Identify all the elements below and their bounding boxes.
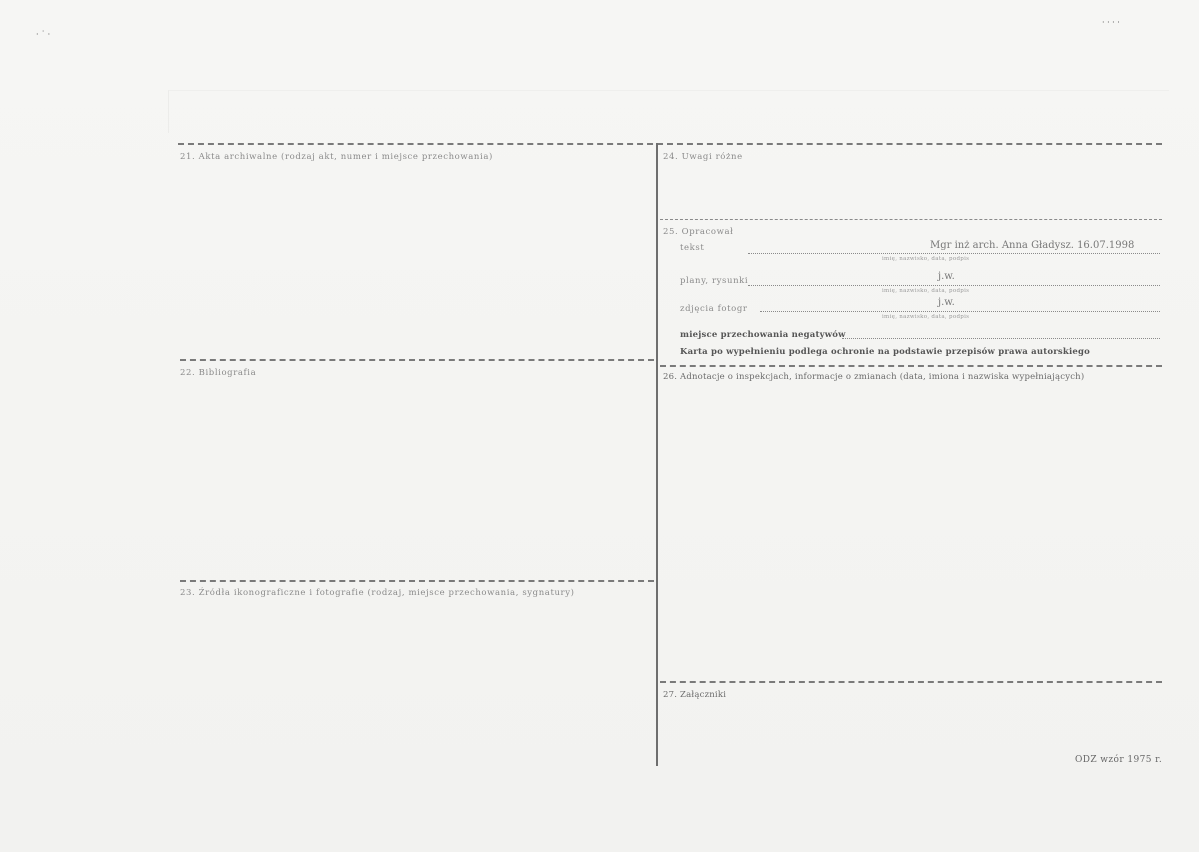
plany-caption: imię, nazwisko, data, podpis	[882, 288, 970, 294]
section-24-label: 24. Uwagi różne	[663, 152, 743, 162]
section-25-title: 25. Opracował	[663, 227, 734, 237]
section-22-label: 22. Bibliografia	[180, 368, 257, 378]
section-26-label: 26. Adnotacje o inspekcjach, informacje o zmianach (data, imiona i nazwiska wypełniających)	[663, 372, 1085, 382]
top-rule	[178, 143, 1162, 145]
zdjecia-value: j.w.	[938, 297, 955, 308]
right-rule-27	[660, 681, 1162, 683]
right-rule-25	[660, 219, 1162, 220]
zdjecia-caption: imię, nazwisko, data, podpis	[882, 314, 970, 320]
faint-frame	[168, 90, 1169, 133]
negatywy-line	[842, 338, 1160, 339]
plany-line	[748, 285, 1160, 286]
tekst-label: tekst	[680, 243, 705, 253]
negatywy-label: miejsce przechowania negatywów	[680, 330, 846, 340]
plany-label: plany, rysunki	[680, 276, 749, 286]
plany-value: j.w.	[938, 271, 955, 282]
scan-speck: · ˙ ·	[36, 30, 51, 39]
zdjecia-line	[760, 311, 1160, 312]
form-footer: ODZ wzór 1975 r.	[1075, 755, 1163, 765]
zdjecia-label: zdjęcia fotogr	[680, 304, 748, 314]
scan-speck: · · · ·	[1102, 18, 1120, 27]
left-rule-22	[180, 359, 654, 361]
section-23-label: 23. Źródła ikonograficzne i fotografie (rodzaj, miejsce przechowania, sygnatury)	[180, 588, 575, 598]
tekst-value: Mgr inż arch. Anna Gładysz. 16.07.1998	[930, 240, 1135, 251]
left-rule-23	[180, 580, 654, 582]
copyright-note: Karta po wypełnieniu podlega ochronie na podstawie przepisów prawa autorskiego	[680, 347, 1091, 357]
tekst-line	[748, 253, 1160, 254]
right-rule-26	[660, 365, 1162, 367]
center-divider	[656, 143, 658, 766]
section-21-label: 21. Akta archiwalne (rodzaj akt, numer i miejsce przechowania)	[180, 152, 493, 162]
tekst-caption: imię, nazwisko, data, podpis	[882, 256, 970, 262]
section-27-label: 27. Załączniki	[663, 690, 727, 700]
